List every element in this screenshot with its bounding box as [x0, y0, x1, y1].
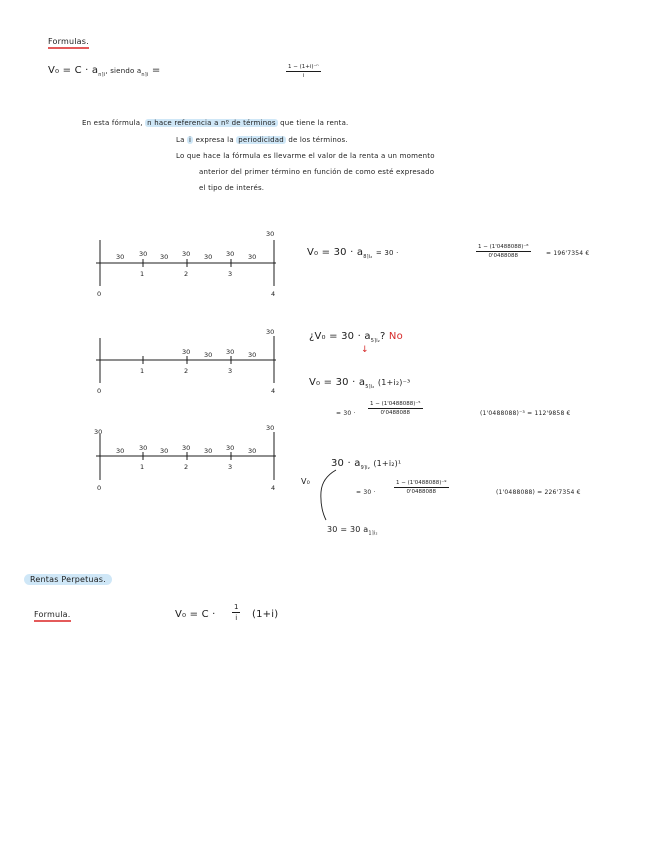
calc3-top-post: (1+i₂)¹: [373, 459, 402, 468]
timeline-3-payment: 30: [116, 447, 125, 455]
note-line-4: anterior del primer término en función de como esté expresado: [199, 168, 435, 176]
calc2-fraction: [368, 401, 423, 416]
timeline-1-payment: 30: [116, 253, 125, 261]
calc1-fraction: [476, 244, 531, 259]
perpetual-formula-pre: V₀ = C ·: [175, 609, 216, 620]
calc2-line3-post: (1'0488088)⁻³ = 112'9858 €: [480, 410, 571, 417]
calc3-bottom-sub: 1⌉i₂: [368, 530, 378, 537]
note-2-pre: La: [176, 136, 185, 144]
calc3-bottom: [327, 525, 378, 537]
formula-mid-sub: n⌉i: [141, 72, 149, 78]
timeline-3-payment: 30: [160, 447, 169, 455]
timeline-2-tick-label: 3: [228, 367, 233, 375]
formulas-heading: Formulas.: [48, 37, 89, 49]
timeline-1-payment: 30: [204, 253, 213, 261]
calc2-line3-pre: = 30 ·: [336, 410, 356, 417]
timeline-3-start-payment: 30: [94, 428, 103, 436]
note-2-highlight: periodicidad: [238, 136, 284, 144]
timeline-2: [96, 328, 276, 395]
calc1-lhs-text: V₀ = 30 · a: [307, 247, 364, 258]
timeline-2-payment: 30: [182, 348, 191, 356]
calc2-line2-rhs: (1+i₂)⁻³: [377, 378, 411, 387]
calc3-brace: [321, 470, 336, 520]
formula-eq: =: [151, 65, 161, 76]
calc3-fraction: [394, 480, 449, 495]
calc1-denominator: 0'0488088: [488, 253, 519, 259]
timeline-1-payment: 30: [139, 250, 148, 258]
calc3-v0: V₀: [301, 477, 311, 486]
timeline-1-payment: 30: [226, 250, 235, 258]
note-1-post: que tiene la renta.: [280, 119, 349, 127]
calc2-question-mark: ?: [380, 331, 386, 342]
perpetual-rents-heading-text: Rentas Perpetuas.: [24, 574, 112, 585]
calc1-lhs: [307, 247, 399, 260]
calc2-line2-lhs: V₀ = 30 · a: [309, 377, 366, 388]
calc3-top-text: 30 · a: [331, 458, 361, 469]
timeline-1-payment: 30: [248, 253, 257, 261]
timeline-2-payment: 30: [248, 351, 257, 359]
timeline-1-tick-label: 2: [184, 270, 189, 278]
calc2-denominator: 0'0488088: [380, 410, 411, 416]
perpetual-fraction-numerator: 1: [234, 603, 239, 611]
note-2-post: de los términos.: [288, 136, 348, 144]
timeline-1-tick-label: 1: [140, 270, 145, 278]
note-line-5: el tipo de interés.: [199, 184, 265, 192]
calc3-numerator: 1 − (1'0488088)⁻⁹: [396, 480, 447, 486]
formula-lhs-sub: n⌉i: [98, 72, 106, 78]
perpetual-formula-post: (1+i): [252, 609, 279, 620]
note-line-3: Lo que hace la fórmula es llevarme el valor de la renta a un momento: [176, 152, 435, 160]
calc3-mid-pre: = 30 ·: [356, 489, 376, 496]
timeline-3-tick-label: 1: [140, 463, 145, 471]
timeline-2-end-payment: 30: [266, 328, 275, 336]
perpetual-formula-label: Formula.: [34, 610, 71, 622]
timeline-2-payment: 30: [226, 348, 235, 356]
calc1-result: = 196'7354 €: [546, 250, 590, 257]
calc1-sub: 8⌉i₂: [363, 254, 373, 260]
timeline-2-payment: 30: [204, 351, 213, 359]
note-1-highlight: n hace referencia a nº de términos: [147, 119, 276, 127]
calc2-line2-sub: 5⌉i₂: [365, 384, 375, 390]
calc3-bottom-text: 30 = 30 a: [327, 525, 369, 534]
timeline-3: [94, 424, 276, 492]
timeline-1-tick-label: 3: [228, 270, 233, 278]
timeline-2-tick-label: 1: [140, 367, 145, 375]
calc2-no: No: [388, 331, 403, 342]
calc1-eq: = 30 ·: [375, 249, 399, 257]
note-2-highlight-i: i: [189, 136, 192, 144]
calc2-arrow-icon: ↓: [361, 345, 369, 355]
note-2-mid: expresa la: [195, 136, 234, 144]
calc2-question-sub: 5⌉i₂: [370, 338, 381, 344]
annuity-fraction-denominator: i: [302, 73, 305, 79]
timeline-3-tick-label: 2: [184, 463, 189, 471]
timeline-3-end-payment: 30: [266, 424, 275, 432]
timeline-1-start-label: 0: [97, 290, 102, 298]
timeline-3-payment: 30: [204, 447, 213, 455]
note-1-pre: En esta fórmula,: [82, 119, 143, 127]
formula-lhs: V₀ = C · a: [48, 65, 99, 76]
timeline-3-payment: 30: [226, 444, 235, 452]
perpetual-fraction: [232, 603, 240, 622]
formula-mid: , siendo a: [105, 67, 142, 75]
calc2-question: [309, 331, 403, 344]
calc3-denominator: 0'0488088: [406, 489, 437, 495]
timeline-1: [96, 230, 276, 298]
timeline-1-end-payment: 30: [266, 230, 275, 238]
timeline-3-payment: 30: [139, 444, 148, 452]
timeline-3-end-label: 4: [271, 484, 276, 492]
calc2-numerator: 1 − (1'0488088)⁻⁵: [370, 401, 421, 407]
calc3-top-sub: 9⌉i₂: [360, 465, 370, 471]
perpetual-fraction-denominator: i: [235, 614, 238, 622]
calc1-numerator: 1 − (1'0488088)⁻⁸: [478, 244, 529, 250]
timeline-1-payment: 30: [182, 250, 191, 258]
annuity-fraction-numerator: 1 − (1+i)⁻ⁿ: [288, 64, 319, 70]
timeline-3-payment: 30: [182, 444, 191, 452]
timeline-3-tick-label: 3: [228, 463, 233, 471]
perpetual-rents-heading: [24, 575, 112, 584]
timeline-3-payment: 30: [248, 447, 257, 455]
calc3-mid-post: (1'0488088) = 226'7354 €: [496, 489, 581, 496]
calc3-top: [331, 458, 401, 471]
timeline-1-payment: 30: [160, 253, 169, 261]
timeline-2-tick-label: 2: [184, 367, 189, 375]
timeline-1-end-label: 4: [271, 290, 276, 298]
calc2-line2: [309, 377, 410, 390]
timeline-2-end-label: 4: [271, 387, 276, 395]
timeline-3-start-label: 0: [97, 484, 102, 492]
timeline-2-start-label: 0: [97, 387, 102, 395]
calc2-question-text: ¿V₀ = 30 · a: [309, 331, 371, 342]
